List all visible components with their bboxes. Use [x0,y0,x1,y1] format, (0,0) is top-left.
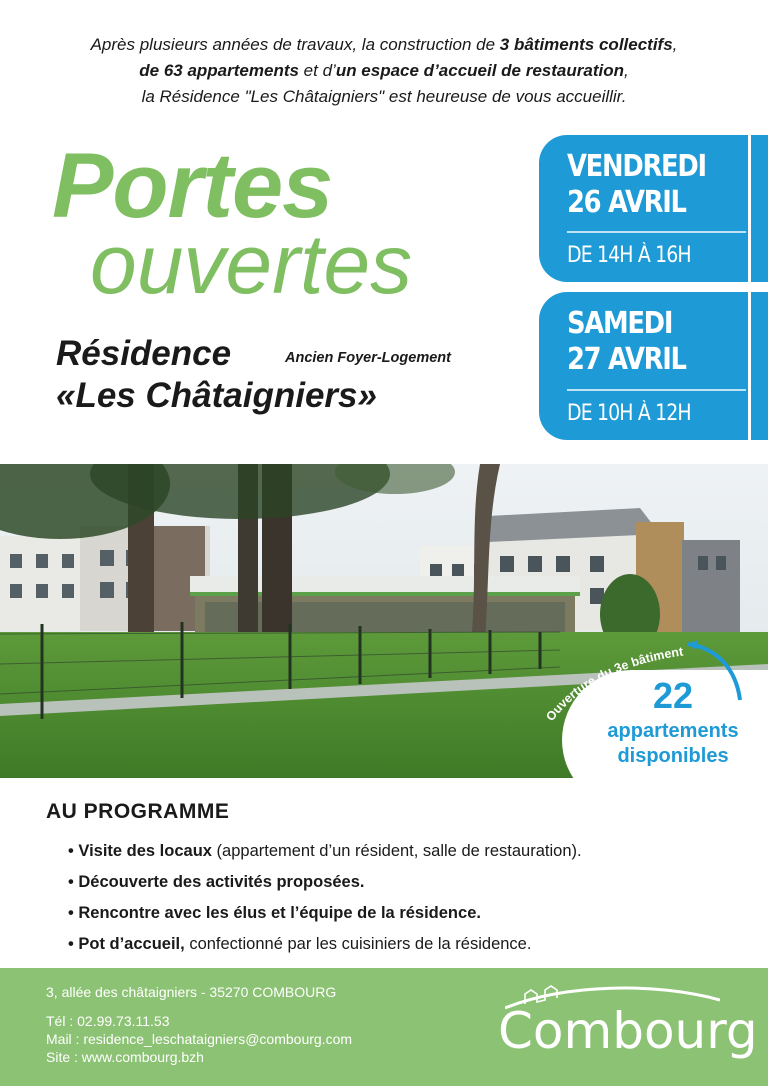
program-list [68,836,582,960]
arc-text: Ouverture du 3e bâtiment [543,644,685,724]
intro-text [0,32,768,110]
program-title: AU PROGRAMME [46,800,230,823]
residence-label: Résidence [56,334,232,373]
date-box-friday [539,135,768,282]
date-hours: DE 14H À 16H [567,243,691,268]
date-separator [567,231,746,233]
program-item: • Rencontre avec les élus et l’équipe de la résidence. [68,904,481,922]
intro-line-3: la Résidence "Les Châtaigniers" est heureuse de vous accueillir. [141,87,627,106]
footer-phone: Tél : 02.99.73.11.53 [46,1013,170,1029]
date-day: SAMEDI 27 AVRIL [567,306,686,377]
program-item: • Visite des locaux (appartement d’un résident, salle de restauration). [68,842,582,860]
date-separator [567,389,746,391]
date-day: VENDREDI 26 AVRIL [567,149,706,220]
combourg-logo-text: Combourg [498,1002,758,1060]
date-hours: DE 10H À 12H [567,401,691,426]
apartments-label-2: disponibles [617,745,729,767]
date-box-saturday [539,292,768,440]
title-portes: Portes [52,135,333,237]
residence-name: «Les Châtaigniers» [56,376,377,415]
apartments-label: appartements [607,720,739,742]
footer-mail[interactable]: Mail : residence_leschataigniers@combourg.com [46,1031,353,1047]
arc-arrow-icon [688,640,698,650]
residence-note: Ancien Foyer-Logement [285,350,451,366]
intro-line-2: de 63 appartements et d’un espace d’accueil de restauration, [139,61,629,80]
program-item: • Découverte des activités proposées. [68,873,365,891]
footer-address: 3, allée des châtaigniers - 35270 COMBOURG [46,984,337,1000]
title-ouvertes: ouvertes [90,217,413,311]
program-item: • Pot d’accueil, confectionné par les cuisiniers de la résidence. [68,935,532,953]
apartments-count: 22 [652,675,694,716]
footer-contact [46,1012,352,1066]
intro-line-1: Après plusieurs années de travaux, la construction de 3 bâtiments collectifs, [90,35,678,54]
footer-site[interactable]: Site : www.combourg.bzh [46,1049,204,1065]
